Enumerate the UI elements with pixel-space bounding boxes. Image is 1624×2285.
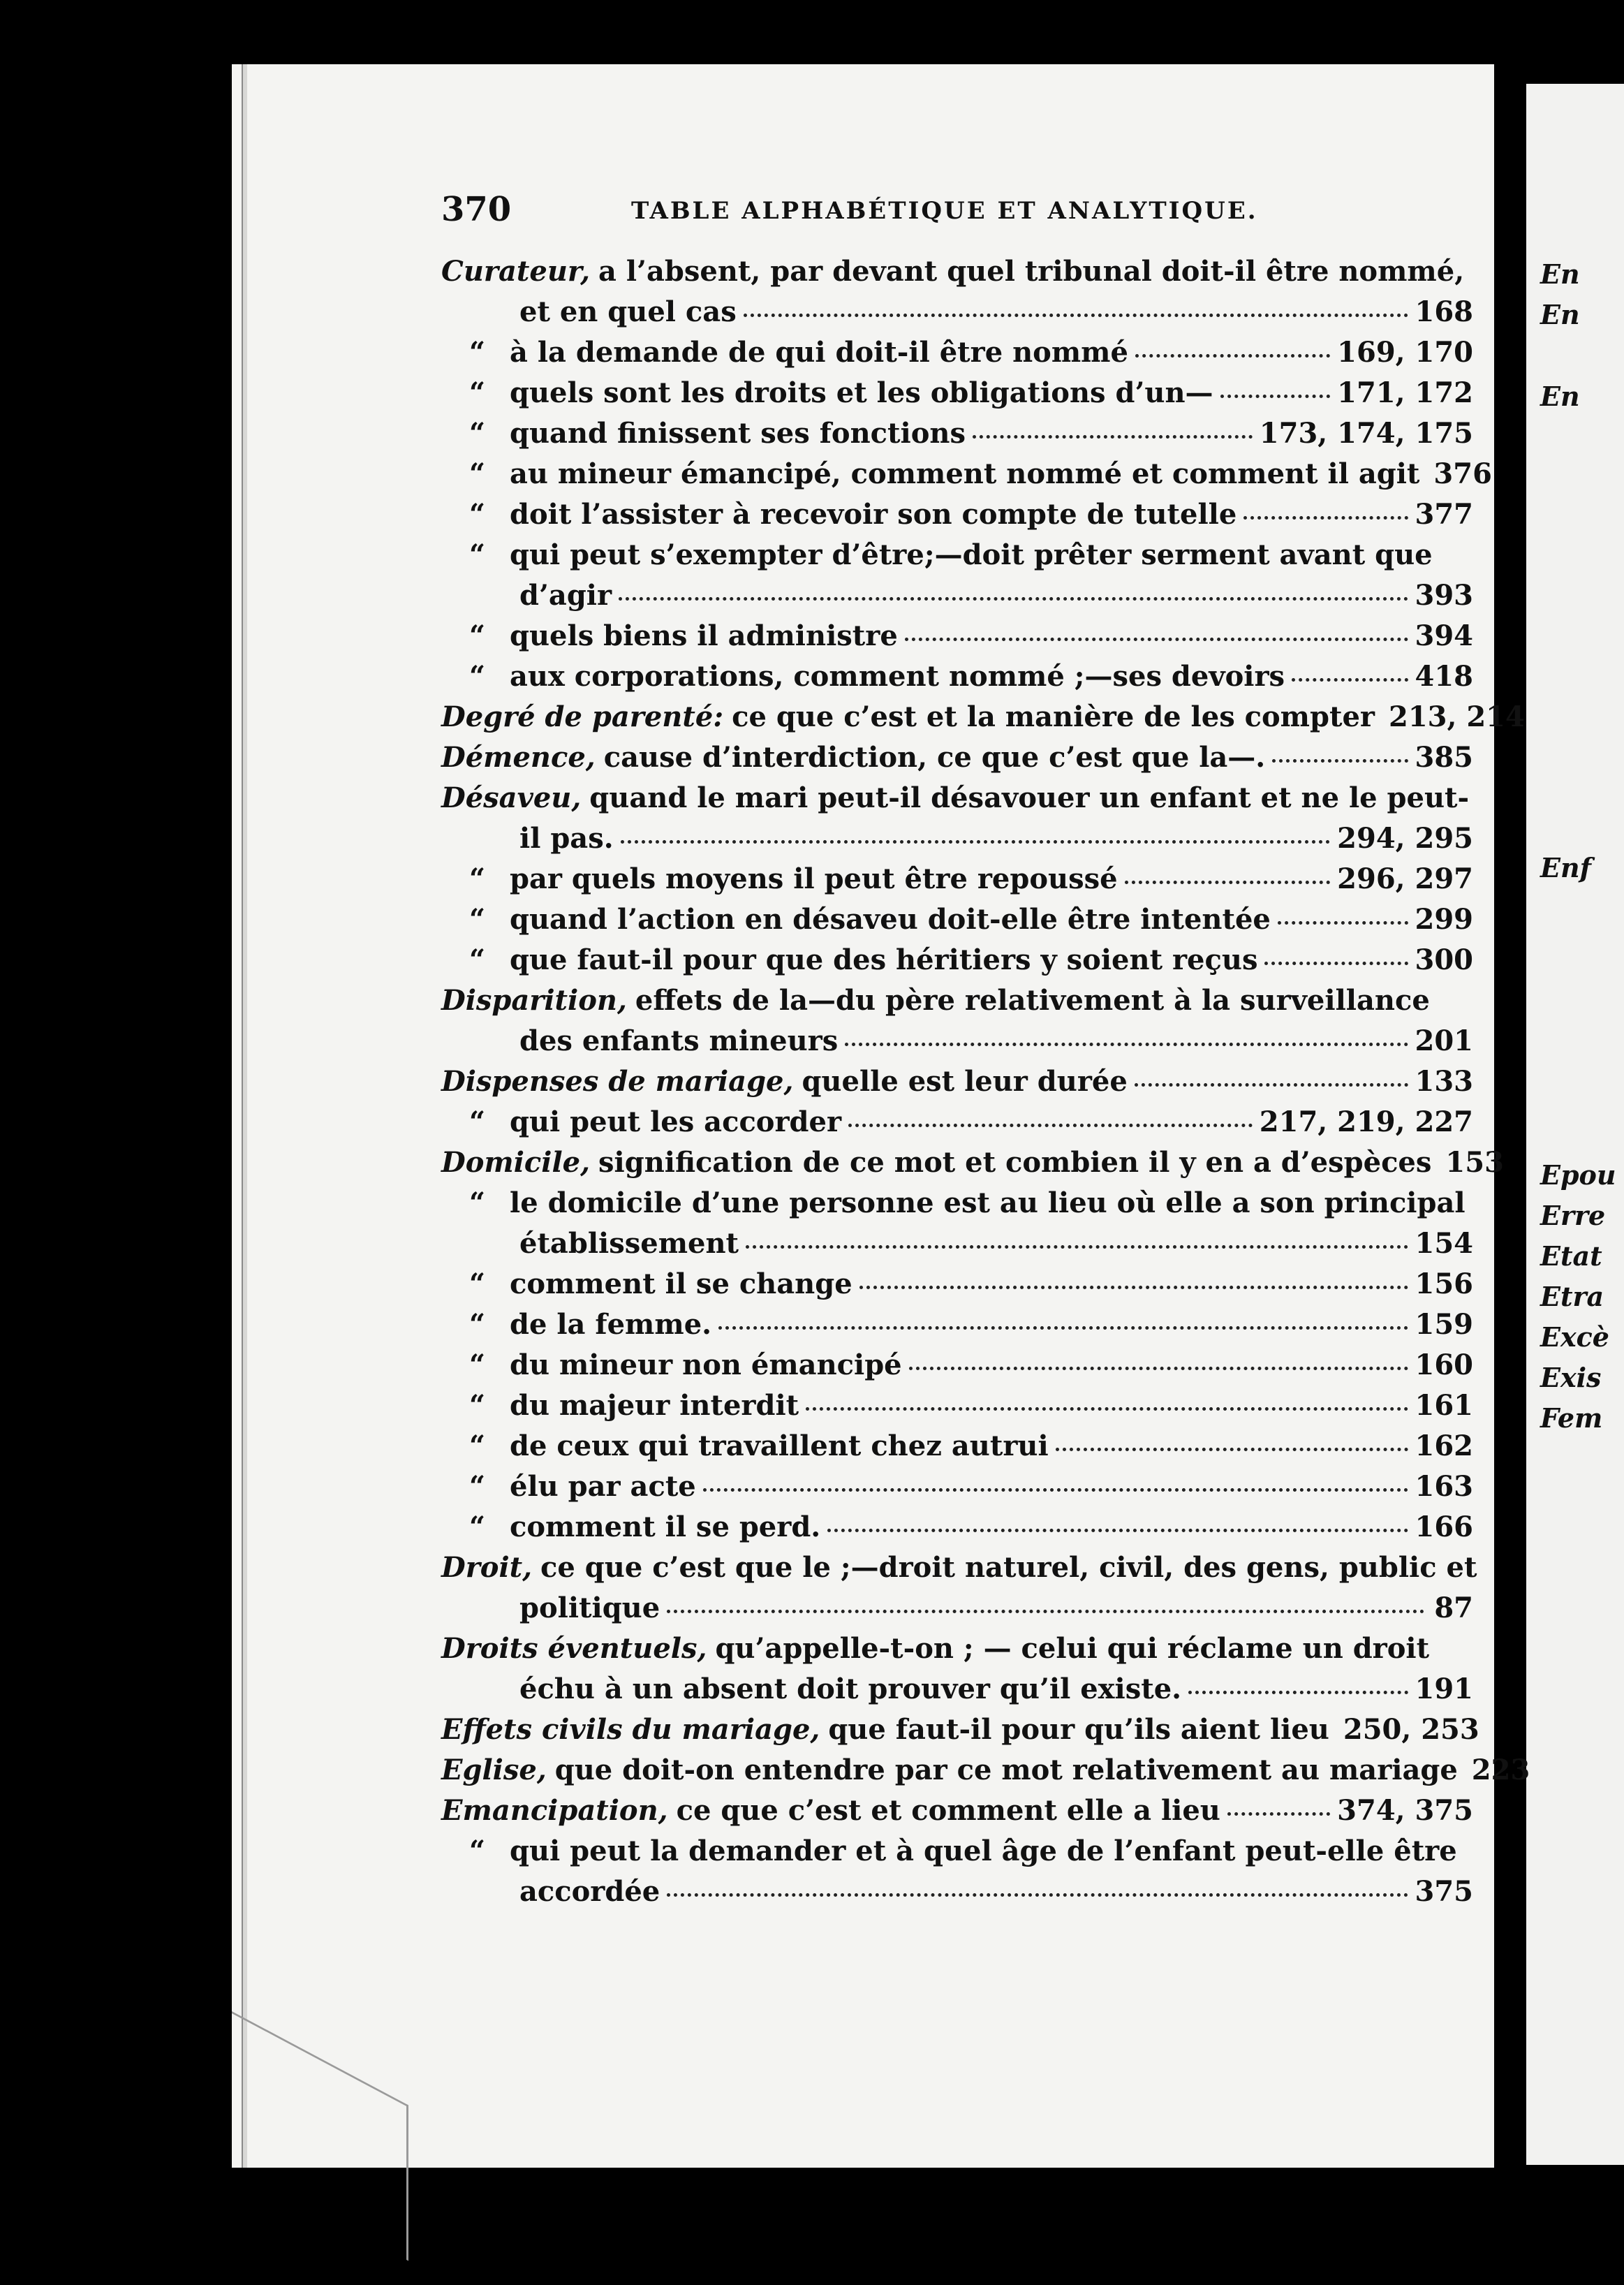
index-entry [441,251,1473,292]
index-entry [441,818,1473,859]
ditto-mark: “ [469,417,486,450]
facing-page-word: Etra [1540,1281,1604,1312]
entry-text: que doit-on entendre par ce mot relativement au mariage [554,1754,1458,1786]
index-entry [441,413,1473,454]
entry-text: que faut-il pour que des héritiers y soient reçus [510,943,1258,976]
entry-term: Eglise, [441,1754,547,1786]
index-entry [441,1872,1473,1912]
entry-text: de ceux qui travaillent chez autrui [510,1430,1049,1462]
index-entry [441,1386,1473,1426]
entry-text: qui peut les accorder [510,1105,842,1138]
entry-term: Dispenses de mariage, [441,1065,794,1098]
dot-leader [973,410,1253,439]
entry-text: que faut-il pour qu’ils aient lieu [828,1713,1329,1746]
entry-text: comment il se change [510,1268,852,1300]
entry-text: du majeur interdit [510,1389,799,1422]
index-entry [441,1224,1473,1264]
dot-leader [827,1504,1408,1532]
entry-text: qui peut s’exempter d’être;—doit prêter serment avant que [510,538,1433,571]
ditto-mark: “ [469,538,486,571]
ditto-mark: “ [469,660,486,693]
dot-leader [1292,653,1408,682]
page-reference: 376 [1433,457,1492,490]
page-reference: 191 [1415,1673,1473,1705]
entry-text: quelle est leur durée [802,1065,1128,1098]
index-entry [441,1264,1473,1305]
page-reference: 156 [1415,1268,1473,1300]
ditto-mark: “ [469,903,486,936]
index-entry [441,1061,1473,1102]
entry-text: ce que c’est que le ;—droit naturel, civil, des gens, public et [540,1551,1477,1584]
dot-leader [909,1342,1408,1370]
entry-text: de la femme. [510,1308,712,1341]
page-reference: 171, 172 [1337,376,1473,409]
dot-leader [1243,491,1408,520]
dot-leader [1056,1423,1408,1451]
index-entry [441,737,1473,778]
page-reference: 87 [1434,1592,1473,1624]
dot-leader [746,1220,1408,1249]
page-reference: 385 [1415,741,1473,774]
entry-text: aux corporations, comment nommé ;—ses devoirs [510,660,1285,693]
page-reference: 300 [1415,943,1473,976]
entry-term: Démence, [441,741,596,774]
page-reference: 173, 174, 175 [1259,417,1473,450]
running-header [441,190,1405,232]
entry-term: Degré de parenté: [441,700,724,733]
dot-leader [806,1382,1408,1411]
index-entry [441,1831,1473,1872]
page-reference: 299 [1415,903,1473,936]
dot-leader [667,1585,1424,1613]
index-entry [441,859,1473,899]
ditto-mark: “ [469,943,486,976]
entry-text: accordée [519,1875,660,1908]
entry-text: comment il se perd. [510,1511,821,1543]
facing-page-word: En [1540,258,1580,290]
entry-text: quels biens il administre [510,619,898,652]
ditto-mark: “ [469,1389,486,1422]
ditto-mark: “ [469,1430,486,1462]
ditto-mark: “ [469,498,486,531]
page-reference: 153 [1445,1146,1504,1179]
page-reference: 217, 219, 227 [1259,1105,1473,1138]
ditto-mark: “ [469,862,486,895]
index-entry [441,1548,1477,1588]
ditto-mark: “ [469,336,486,369]
index-entry [441,454,1492,494]
dot-leader [667,1868,1408,1897]
page-reference: 169, 170 [1337,336,1473,369]
entry-text: quand finissent ses fonctions [510,417,966,450]
page-reference: 418 [1415,660,1473,693]
facing-page-word: En [1540,381,1580,412]
facing-page-word: Excè [1540,1321,1609,1353]
entry-text: des enfants mineurs [519,1024,839,1057]
entry-text: signification de ce mot et combien il y en a d’espèces [598,1146,1432,1179]
page-reference: 393 [1415,579,1473,612]
index-entry [441,1750,1530,1791]
ditto-mark: “ [469,619,486,652]
index-entry [441,332,1473,373]
index-entries [441,251,1530,1912]
dot-leader [1220,369,1331,398]
ditto-mark: “ [469,1308,486,1341]
facing-page-word: Epou [1540,1159,1616,1191]
index-entry [441,1183,1473,1224]
dot-leader [744,288,1408,317]
entry-text: cause d’interdiction, ce que c’est que la—. [603,741,1266,774]
page-number: 370 [441,190,512,229]
dot-leader [619,572,1408,601]
entry-text: élu par acte [510,1470,696,1503]
index-entry [441,697,1525,737]
ditto-mark: “ [469,1268,486,1300]
entry-text: du mineur non émancipé [510,1349,902,1381]
facing-page-word: Fem [1540,1402,1603,1434]
page-title: TABLE ALPHABÉTIQUE ET ANALYTIQUE. [631,197,1258,225]
page-reference: 377 [1415,498,1473,531]
page-reference: 201 [1415,1024,1473,1057]
dot-leader [718,1301,1408,1330]
entry-text: échu à un absent doit prouver qu’il existe. [519,1673,1182,1705]
page-reference: 223 [1471,1754,1530,1786]
index-entry [441,1588,1473,1629]
entry-text: il pas. [519,822,614,855]
index-entry [441,292,1473,332]
dot-leader [1278,896,1408,925]
entry-text: ce que c’est et la manière de les compter [732,700,1375,733]
ditto-mark: “ [469,1186,486,1219]
index-entry [441,535,1473,575]
index-entry [441,373,1473,413]
page-reference: 294, 295 [1337,822,1473,855]
ditto-mark: “ [469,376,486,409]
entry-text: politique [519,1592,660,1624]
dot-leader [621,815,1331,844]
dot-leader [703,1463,1408,1492]
entry-text: quels sont les droits et les obligations d’un— [510,376,1213,409]
dot-leader [1188,1666,1408,1694]
dot-leader [905,612,1408,641]
dot-leader [1135,1058,1408,1087]
page-gutter-edge [242,64,247,2168]
index-entry [441,940,1473,980]
index-entry [441,494,1473,535]
index-entry [441,1102,1473,1142]
entry-text: à la demande de qui doit-il être nommé [510,336,1128,369]
dot-leader [1264,936,1408,965]
page-reference: 296, 297 [1337,862,1473,895]
entry-text: et en quel cas [519,295,737,328]
index-entry [441,1305,1473,1345]
entry-term: Droits éventuels, [441,1632,707,1665]
entry-text: quand l’action en désaveu doit-elle être intentée [510,903,1271,936]
facing-page-word: Exis [1540,1362,1602,1393]
entry-term: Désaveu, [441,781,582,814]
ditto-mark: “ [469,1105,486,1138]
facing-page-fragment [1526,84,1624,2165]
ditto-mark: “ [469,457,486,490]
index-entry [441,1669,1473,1710]
page-reference: 374, 375 [1337,1794,1473,1827]
page-reference: 161 [1415,1389,1473,1422]
index-entry [441,1507,1473,1548]
entry-text: établissement [519,1227,739,1260]
index-entry [441,899,1473,940]
ditto-mark: “ [469,1835,486,1867]
dot-leader [1125,855,1331,884]
page-reference: 213, 214 [1388,700,1525,733]
entry-term: Effets civils du mariage, [441,1713,820,1746]
facing-page-word: Erre [1540,1200,1606,1231]
entry-term: Curateur, [441,255,591,288]
index-entry [441,656,1473,697]
dot-leader [1272,734,1408,763]
index-entry [441,778,1473,818]
entry-term: Droit, [441,1551,533,1584]
entry-text: quand le mari peut-il désavouer un enfant et ne le peut- [589,781,1470,814]
dot-leader [1135,329,1330,358]
page-reference: 250, 253 [1343,1713,1479,1746]
page-reference: 160 [1415,1349,1473,1381]
ditto-mark: “ [469,1511,486,1543]
ditto-mark: “ [469,1349,486,1381]
index-entry [441,1345,1473,1386]
entry-text: qui peut la demander et à quel âge de l’enfant peut-elle être [510,1835,1457,1867]
index-entry [441,1426,1473,1467]
index-entry [441,616,1473,656]
entry-text: d’agir [519,579,612,612]
index-entry [441,1142,1504,1183]
dot-leader [845,1017,1408,1046]
index-entry [441,1467,1473,1507]
entry-text: qu’appelle-t-on ; — celui qui réclame un droit [715,1632,1430,1665]
index-entry [441,575,1473,616]
entry-text: au mineur émancipé, comment nommé et comment il agit [510,457,1420,490]
facing-page-word: En [1540,299,1580,330]
page-reference: 162 [1415,1430,1473,1462]
facing-page-word: Enf [1540,852,1591,883]
page-reference: 394 [1415,619,1473,652]
ditto-mark: “ [469,1470,486,1503]
index-entry [441,1710,1479,1750]
entry-term: Disparition, [441,984,627,1017]
page-reference: 154 [1415,1227,1473,1260]
page-reference: 168 [1415,295,1473,328]
dot-leader [848,1099,1253,1127]
dot-leader [859,1261,1408,1289]
entry-text: doit l’assister à recevoir son compte de tutelle [510,498,1237,531]
entry-text: par quels moyens il peut être repoussé [510,862,1118,895]
entry-text: a l’absent, par devant quel tribunal doit-il être nommé, [598,255,1465,288]
page-reference: 159 [1415,1308,1473,1341]
index-entry [441,980,1473,1021]
entry-text: ce que c’est et comment elle a lieu [676,1794,1220,1827]
index-entry [441,1021,1473,1061]
page-reference: 133 [1415,1065,1473,1098]
entry-text: le domicile d’une personne est au lieu où elle a son principal [510,1186,1466,1219]
page-reference: 166 [1415,1511,1473,1543]
page-reference: 163 [1415,1470,1473,1503]
entry-term: Domicile, [441,1146,591,1179]
page-reference: 375 [1415,1875,1473,1908]
entry-text: effets de la—du père relativement à la surveillance [635,984,1430,1017]
dot-leader [1227,1787,1330,1816]
index-entry [441,1791,1473,1831]
index-entry [441,1629,1473,1669]
facing-page-word: Etat [1540,1240,1602,1272]
entry-term: Emancipation, [441,1794,668,1827]
